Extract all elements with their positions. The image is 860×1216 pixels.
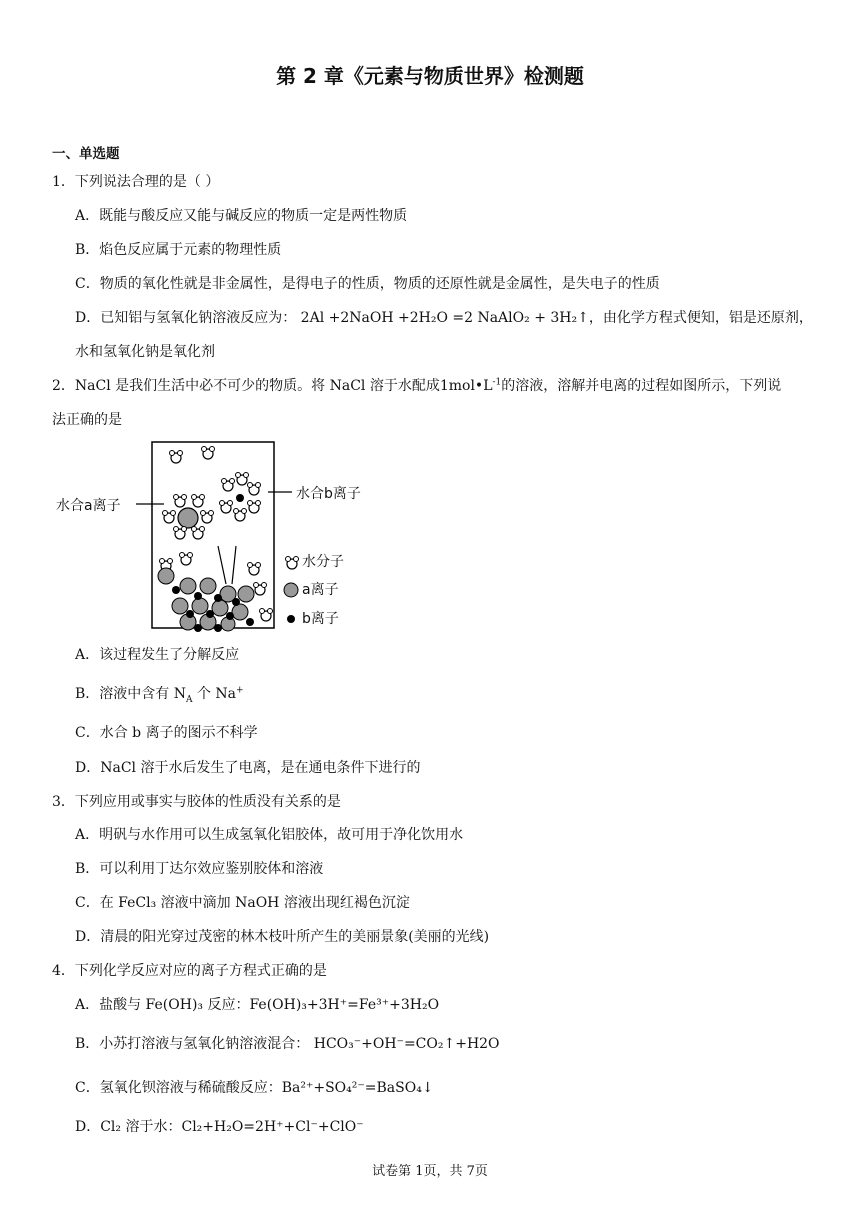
q2-stem-part-a: 2．NaCl 是我们生活中必不可少的物质。将 NaCl 溶于水配成 [52, 378, 440, 394]
question-3-option-a: A．明矾与水作用可以生成氢氧化铝胶体，故可用于净化饮用水 [75, 827, 464, 843]
question-1-option-a: A．既能与酸反应又能与碱反应的物质一定是两性物质 [75, 208, 408, 224]
question-3-option-c: C．在 FeCl₃ 溶液中滴加 NaOH 溶液出现红褐色沉淀 [75, 895, 410, 911]
question-2-stem-line2: 法正确的是 [52, 412, 122, 428]
q2-opt-b-sup: + [236, 685, 244, 696]
question-1-stem: 1．下列说法合理的是（ ） [52, 174, 220, 190]
question-4-stem: 4．下列化学反应对应的离子方程式正确的是 [52, 963, 327, 979]
legend-water: 水分子 [302, 554, 344, 570]
label-hydrated-b: 水合b离子 [296, 486, 361, 502]
q2-stem-unit: 1mol•L [439, 378, 493, 394]
q2-opt-b-prefix: B．溶液中含有 N [75, 686, 186, 702]
dissolution-figure [40, 438, 380, 638]
legend-b-ion-icon [287, 615, 295, 623]
legend-a: a离子 [302, 582, 339, 598]
q2-stem-unit-sup: -1 [492, 377, 502, 388]
hydrated-a-ion [178, 508, 198, 528]
question-2-option-b [75, 684, 244, 704]
question-2-option-a: A．该过程发生了分解反应 [75, 647, 240, 663]
question-1-option-d: D．已知铝与氢氧化钠溶液反应为： 2Al +2NaOH +2H₂O =2 NaAlO₂ + 3H₂↑，由化学方程式便知，铝是还原剂， [75, 310, 813, 326]
label-hydrated-a: 水合a离子 [56, 498, 121, 514]
dissolution-diagram [40, 438, 380, 634]
beaker [152, 442, 274, 628]
question-4-option-b: B．小苏打溶液与氢氧化钠溶液混合： HCO₃⁻+OH⁻=CO₂↑+H2O [75, 1036, 500, 1052]
hydrated-b-ion [236, 494, 244, 502]
legend-a-ion-icon [284, 583, 298, 597]
q2-opt-b-sub: A [186, 694, 193, 705]
page-title: 第 2 章《元素与物质世界》检测题 [276, 64, 584, 88]
question-2-stem-line1 [52, 376, 781, 396]
question-3-option-b: B．可以利用丁达尔效应鉴别胶体和溶液 [75, 861, 324, 877]
question-4-option-c: C．氢氧化钡溶液与稀硫酸反应：Ba²⁺+SO₄²⁻=BaSO₄↓ [75, 1080, 434, 1096]
section-title: 一、单选题 [52, 146, 120, 162]
question-3-option-d: D．清晨的阳光穿过茂密的林木枝叶所产生的美丽景象(美丽的光线) [75, 929, 490, 945]
page-footer: 试卷第 1页，共 7页 [372, 1164, 488, 1179]
question-2-option-d: D．NaCl 溶于水后发生了电离，是在通电条件下进行的 [75, 760, 421, 776]
question-2-option-c: C．水合 b 离子的图示不科学 [75, 725, 258, 741]
legend-b: b离子 [302, 611, 339, 627]
question-4-option-a: A．盐酸与 Fe(OH)₃ 反应：Fe(OH)₃+3H⁺=Fe³⁺+3H₂O [75, 997, 440, 1013]
question-1-option-b: B．焰色反应属于元素的物理性质 [75, 242, 282, 258]
question-3-stem: 3．下列应用或事实与胶体的性质没有关系的是 [52, 794, 341, 810]
question-1-option-d-cont: 水和氢氧化钠是氧化剂 [75, 344, 215, 360]
question-4-option-d: D．Cl₂ 溶于水：Cl₂+H₂O=2H⁺+Cl⁻+ClO⁻ [75, 1119, 364, 1135]
question-1-option-c: C．物质的氧化性就是非金属性，是得电子的性质，物质的还原性就是金属性，是失电子的性质 [75, 276, 660, 292]
q2-stem-part-b: 的溶液，溶解并电离的过程如图所示，下列说 [501, 378, 782, 394]
q2-opt-b-mid: 个 Na [192, 686, 236, 702]
